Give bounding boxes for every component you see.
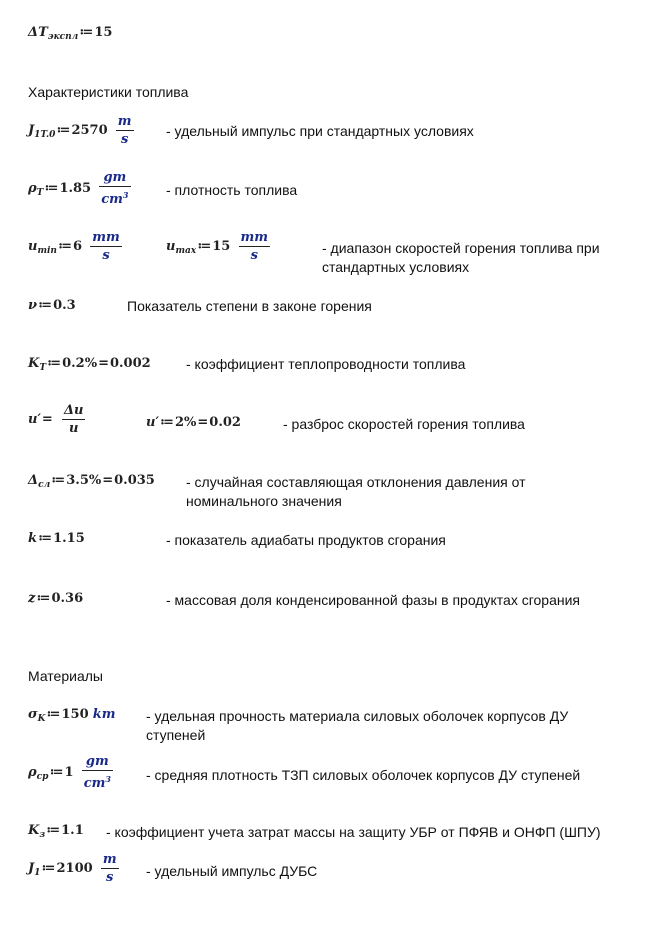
formula-u-min: $u_{min}≔6$ $\frac{mm}{s}$ — [28, 230, 120, 263]
formula-k-t: $K_T≔0.2\%=0.002$ — [28, 356, 151, 373]
desc-nu: Показатель степени в законе горения — [127, 298, 372, 314]
desc-u-prime: - разброс скоростей горения топлива — [283, 416, 525, 432]
desc-z: - массовая доля конденсированной фазы в продуктах сгорания — [166, 592, 580, 608]
unit-fraction: $\frac{gm}{cm^3}$ — [101, 170, 129, 207]
desc-rho-t: - плотность топлива — [166, 182, 298, 198]
desc-k: - показатель адиабаты продуктов сгорания — [166, 532, 446, 548]
formula-u-prime-definition: u′= $\frac{\Delta u}{u}$ — [28, 403, 84, 436]
desc-rho-cp: - средняя плотность ТЗП силовых оболочек корпусов ДУ ступеней — [146, 767, 581, 783]
formula-j1: $J_1≔2100$ $\frac{m}{s}$ — [28, 852, 117, 885]
section-title-materials: Материалы — [28, 668, 103, 684]
formula-rho-cp: $\rho_{cp}≔1$ $\frac{gm}{cm^3}$ — [28, 754, 111, 791]
unit-fraction: $\frac{gm}{cm^3}$ — [83, 754, 111, 791]
desc-u-range-line1: - диапазон скоростей горения топлива при — [322, 240, 600, 256]
formula-k-z: $K_з≔1.1$ — [28, 823, 84, 840]
formula-rho-t: $\rho_T≔1.85$ $\frac{gm}{cm^3}$ — [28, 170, 129, 207]
formula-delta-t-expl: $\Delta T_{экспл}≔15$ — [28, 25, 113, 42]
desc-k-t: - коэффициент теплопроводности топлива — [186, 356, 466, 372]
formula-u-max: $u_{max}≔15$ $\frac{mm}{s}$ — [166, 230, 269, 263]
unit-fraction: $\frac{m}{s}$ — [117, 114, 132, 147]
desc-k-z: - коэффициент учета затрат массы на защиту УБР от ПФЯВ и ОНФП (ШПУ) — [106, 824, 601, 840]
formula-delta-sl: $\Delta_{сл}≔3.5\%=0.035$ — [28, 473, 155, 490]
formula-k: k≔1.15 — [28, 531, 85, 546]
section-title-fuel: Характеристики топлива — [28, 84, 189, 100]
fraction-delta-u-over-u: $\frac{\Delta u}{u}$ — [63, 403, 84, 436]
desc-sigma-k-line1: - удельная прочность материала силовых оболочек корпусов ДУ — [146, 708, 569, 724]
formula-z: z≔0.36 — [28, 591, 84, 606]
unit-fraction: $\frac{mm}{s}$ — [240, 230, 269, 263]
formula-j1t0: $J_{1T.0}≔2570$ $\frac{m}{s}$ — [28, 114, 132, 147]
formula-u-prime: u′≔2%=0.02 — [146, 415, 241, 430]
formula-nu: ν≔0.3 — [28, 298, 76, 313]
desc-u-range-line2: стандартных условиях — [322, 259, 470, 275]
unit-fraction: $\frac{m}{s}$ — [102, 852, 117, 885]
desc-j1t0: - удельный импульс при стандартных условиях — [166, 123, 474, 139]
desc-delta-sl-line2: номинального значения — [186, 493, 342, 509]
desc-sigma-k-line2: ступеней — [146, 727, 206, 743]
desc-j1: - удельный импульс ДУБС — [146, 863, 318, 879]
desc-delta-sl-line1: - случайная составляющая отклонения давления от — [186, 474, 526, 490]
formula-sigma-k: $\sigma_K≔150$ km — [28, 707, 116, 724]
unit-fraction: $\frac{mm}{s}$ — [92, 230, 120, 263]
